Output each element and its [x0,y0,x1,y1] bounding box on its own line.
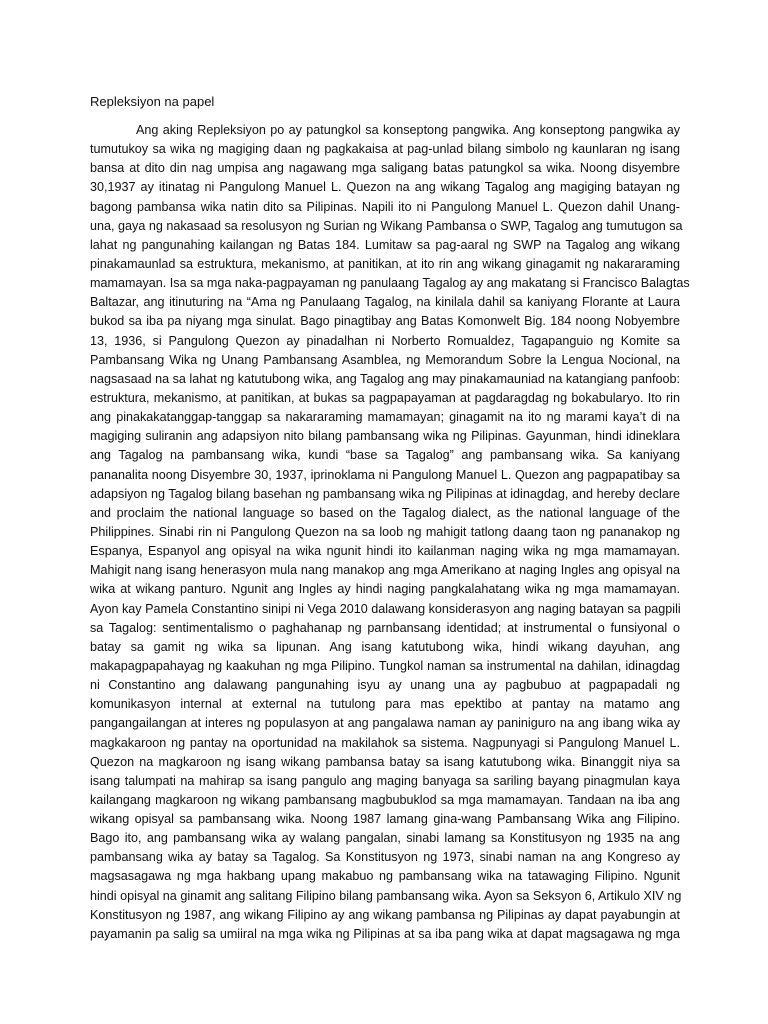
document-body [90,121,690,944]
text-line: estruktura, mekanismo, at panitikan, at bukas sa pagpapayaman at pagdaragdag ng bokabularyo. Ito rin [90,390,680,405]
text-line: makapagpapahayag ng kaakuhan ng mga Pilipino. Tungkol naman sa instrumental na dahilan, idinagdag [90,658,680,673]
text-line: 13, 1936, si Pangulong Quezon ay pinadalhan ni Norberto Romualdez, Tagapanguio ng Komite sa [90,333,680,348]
text-line: 30,1937 ay itinatag ni Pangulong Manuel L. Quezon na ang wikang Tagalog ang magiging batayan ng [90,180,680,195]
text-line: Espanya, Espanyol ang opisyal na wika ngunit hindi ito kailanman naging wika ng mga mamamayan. [90,544,680,559]
text-line: magiging suliranin ang adapsiyon nito bilang pambansang wika ng Pilipinas. Gayunman, hindi idineklara [90,429,680,444]
text-line: nagsasaad na sa lahat ng katutubong wika, ang Tagalog ang may pinakamauniad na katangiang panfoob: [90,371,681,386]
text-line: pananalita noong Disyembre 30, 1937, iprinoklama ni Pangulong Manuel L. Quezon ang pagpapatibay sa [90,467,680,482]
text-line: una, gaya ng nakasaad sa resolusyon ng Surian ng Wikang Pambansa o SWP, Tagalog ang tumutugon sa [90,218,683,233]
text-line: bukod sa iba pa niyang mga sinulat. Bago pinagtibay ang Batas Komonwelt Big. 184 noong Nobyembre [90,314,680,329]
text-line: isang talumpati na mahirap sa isang pangulo ang maging banyaga sa sariling bayang pinagmulan kaya [90,773,680,788]
text-line: sa Tagalog: sentimentalismo o paghahanap ng parnbansang identidad; at instrumental o funsiyonal o [90,620,680,635]
text-line: bansa at dito din nag umpisa ang nagawang mga saligang batas patungkol sa wika. Noong disyembre [90,161,680,176]
text-line: tumutukoy sa wika ng magiging daan ng pagkakaisa at pag-unlad bilang simbolo ng kaunlaran ng isang [90,142,680,157]
text-line: magsasagawa ng mga hakbang upang makabuo ng pambansang wika na tatawaging Filipino. Ngunit [90,869,680,884]
text-line: payamanin pa salig sa umiiral na mga wika ng Pilipinas at sa iba pang wika at dapat magsagawa ng mga [90,926,680,941]
text-line: and proclaim the national language so based on the Tagalog dialect, as the national language of the [90,505,680,520]
text-line: kailangang magkaroon ng wikang pambansang magbubuklod sa mga mamamayan. Tandaan na iba ang [90,792,680,807]
text-line: batay sa gamit ng wika sa lipunan. Ang isang katutubong wika, hindi wikang dayuhan, ang [90,639,680,654]
text-line: pambansang wika ay batay sa Tagalog. Sa Konstitusyon ng 1973, sinabi naman na ang Kongreso ay [90,850,680,865]
text-line: Ang aking Repleksiyon po ay patungkol sa konseptong pangwika. Ang konseptong pangwika ay [136,123,680,137]
text-line: ni Constantino ang dalawang pangunahing isyu ay unang una ay pagbubuo at pagpapadali ng [90,678,680,693]
document-title: Repleksiyon na papel [90,94,215,109]
text-line: bagong pambansa wika natin dito sa Pilipinas. Napili ito ni Pangulong Manuel L. Quezon dahil Unang- [90,199,680,214]
text-line: adapsiyon ng Tagalog bilang basehan ng pambansang wika ng Pilipinas at idinagdag, and hereby declare [90,486,680,501]
text-line: Pambansang Wika ng Unang Pambansang Asamblea, ng Memorandum Sobre la Lengua Nocional, na [90,352,680,367]
text-line: ang Tagalog na pambansang wika, kundi “base sa Tagalog” ang pambansang wika. Sa kaniyang [90,448,680,463]
text-line: magkakaroon ng pantay na oportunidad na makilahok sa sistema. Nagpunyagi si Pangulong Manuel L. [90,735,680,750]
text-line: wikang opisyal sa pambansang wika. Noong 1987 lamang gina-wang Pambansang Wika ang Filipino. [90,812,680,827]
text-line: Philippines. Sinabi rin ni Pangulong Quezon na sa loob ng mahigit tatlong daang taon ng pananakop ng [90,524,680,539]
text-line: pangangailangan at interes ng populasyon at ang pangalawa naman ay paniniguro na ang ibang wika ay [90,716,680,731]
text-line: komunikasyon internal at external na tutulong para mas epektibo at pantay na matamo ang [90,697,680,712]
text-line: Konstitusyon ng 1987, ang wikang Filipino ay ang wikang pambansa ng Pilipinas ay dapat payabungin at [90,907,680,922]
text-line: Ayon kay Pamela Constantino sinipi ni Vega 2010 dalawang konsiderasyon ang naging batayan sa pagpili [90,601,681,616]
text-line: hindi opisyal na ginamit ang salitang Filipino bilang pambansang wika. Ayon sa Seksyon 6, Artikulo XIV ng [90,888,682,903]
text-line: Baltazar, ang itinuturing na “Ama ng Panulaang Tagalog, na kinilala dahil sa kaniyang Florante at Laura [90,295,680,310]
text-line: mamamayan. Isa sa mga naka-pagpayaman ng panulaang Tagalog ay ang makatang si Francisco Balagtas [90,276,690,291]
text-line: Bago ito, ang pambansang wika ay walang pangalan, sinabi lamang sa Konstitusyon ng 1935 na ang [90,831,680,846]
text-line: lahat ng pangunahing kailangan ng Batas 184. Lumitaw sa pag-aaral ng SWP na Tagalog ang wikang [90,237,680,252]
text-line: wika at wikang panturo. Ngunit ang Ingles ay hindi naging pangkalahatang wika ng mga mamamayan. [90,582,680,597]
text-line: pinakamaunlad sa estruktura, mekanismo, at panitikan, at ito rin ang wikang ginagamit ng nakararaming [90,256,680,271]
text-line: Quezon na magkaroon ng isang wikang pambansa batay sa isang katutubong wika. Binanggit niya sa [90,754,680,769]
text-line: Mahigit nang isang henerasyon mula nang manakop ang mga Amerikano at naging Ingles ang opisyal na [90,563,680,578]
text-line: ang pinakakatanggap-tanggap sa nakararaming mamamayan; ginagamit na ito ng marami kaya’t di na [90,410,680,425]
